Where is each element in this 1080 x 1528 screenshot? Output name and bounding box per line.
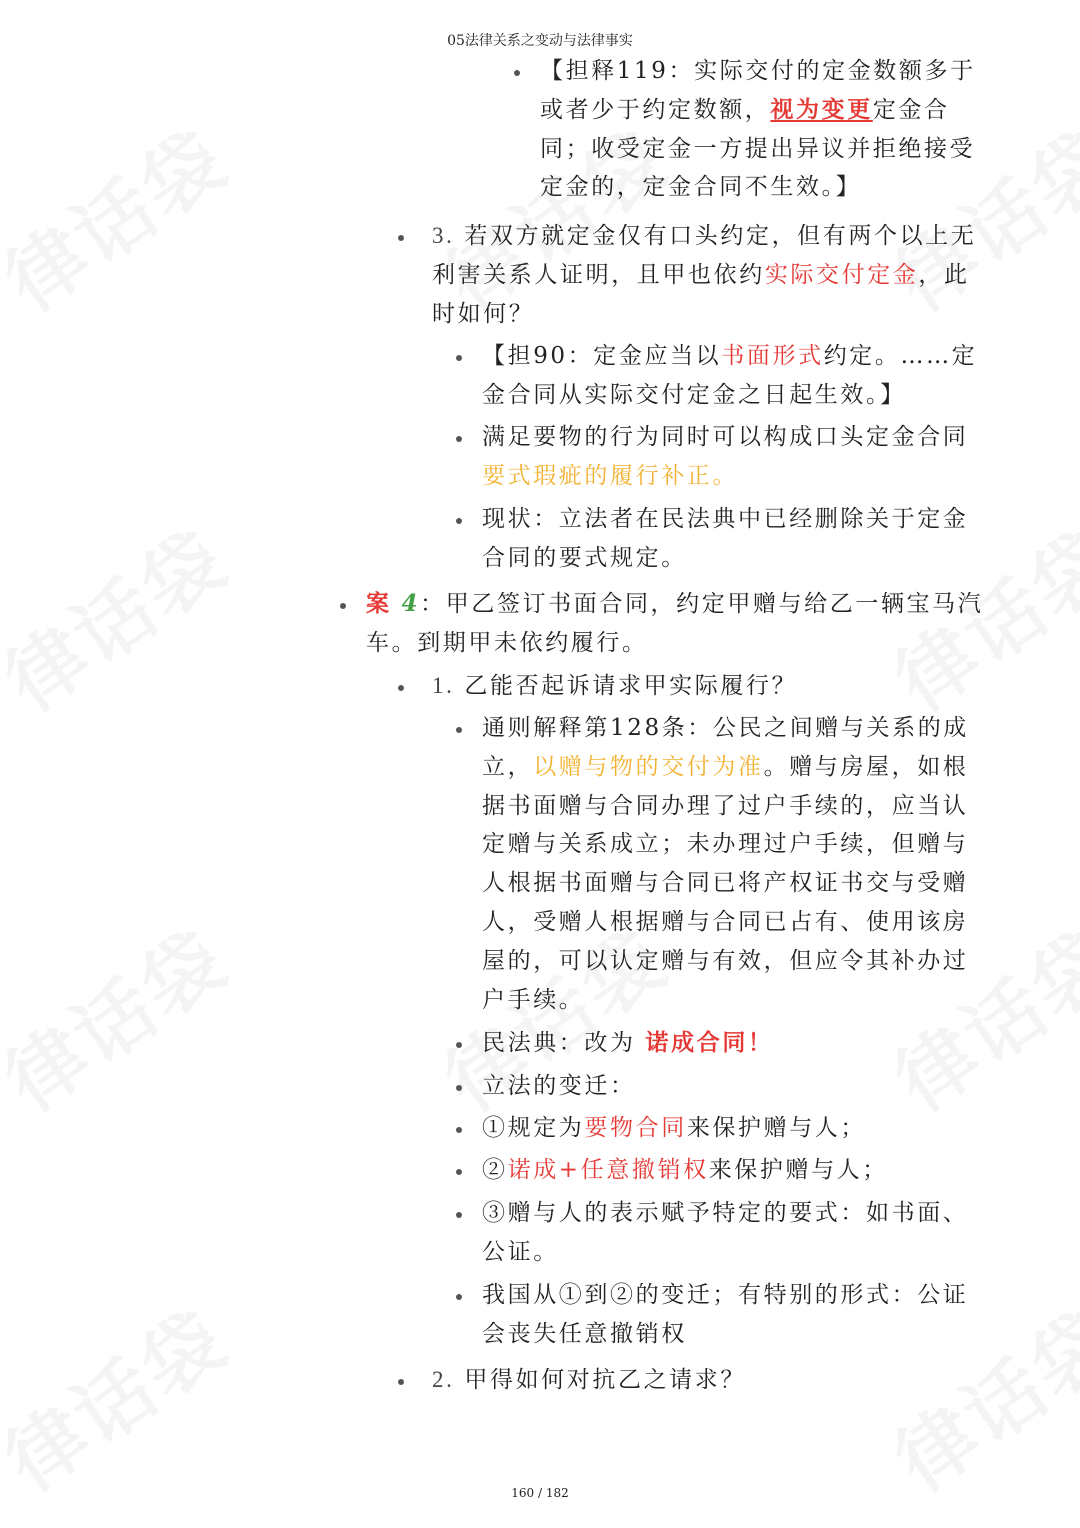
list-item (482, 1151, 982, 1190)
item-text: 来保护赠与人； (708, 1157, 888, 1183)
highlight-text: 书面形式 (721, 343, 824, 369)
list-item (540, 52, 992, 207)
list-item (482, 709, 982, 1019)
list-item (432, 1361, 984, 1400)
list-item (482, 1109, 982, 1148)
item-text: 定金合同；收受定金一方提出异议并拒绝接受定金的，定金合同不生效。】 (540, 96, 976, 201)
item-text: 通则解释第128条：公民之间赠与关系的成立， (482, 715, 969, 780)
bullet-dot (398, 685, 404, 691)
item-text: ② (482, 1157, 508, 1183)
bullet-dot (456, 1042, 462, 1048)
bullet-dot (456, 1085, 462, 1091)
item-text: 满足要物的行为同时可以构成口头定金合同 (482, 424, 969, 450)
bullet-dot (456, 355, 462, 361)
bullet-dot (398, 235, 404, 241)
bullet-dot (398, 1379, 404, 1385)
list-item (482, 1067, 982, 1106)
highlight-text: 视为变更 (770, 95, 873, 123)
case-number: 4 (401, 590, 421, 617)
list-item (366, 585, 990, 663)
bullet-dot (456, 518, 462, 524)
watermark (0, 500, 246, 733)
item-text: 我国从①到②的变迁；有特别的形式：公证会丧失任意撤销权 (482, 1282, 969, 1347)
list-item (482, 418, 982, 496)
item-text: ：甲乙签订书面合同，约定甲赠与给乙一辆宝马汽车。到期甲未依约履行。 (366, 591, 984, 656)
bullet-dot (456, 1212, 462, 1218)
highlight-text: 要物合同 (584, 1115, 687, 1141)
item-text: ③赠与人的表示赋予特定的要式：如书面、公证。 (482, 1200, 969, 1265)
watermark (0, 100, 246, 333)
bullet-dot (456, 1127, 462, 1133)
item-text: 乙能否起诉请求甲实际履行？ (464, 673, 798, 699)
list-item (482, 1276, 982, 1354)
list-item (482, 1194, 982, 1272)
list-item (482, 337, 982, 415)
list-item (482, 500, 982, 578)
bullet-dot (456, 436, 462, 442)
item-text: 【担释119：实际交付的定金数额多于或者少于约定数额， (540, 58, 976, 123)
item-text: 民法典：改为 (482, 1030, 636, 1056)
bullet-dot (514, 70, 520, 76)
watermark (0, 900, 246, 1133)
case-label: 案 (366, 590, 392, 617)
item-number: 3. (432, 223, 455, 248)
item-text: 现状：立法者在民法典中已经删除关于定金合同的要式规定。 (482, 506, 969, 571)
item-text: 约定。……定金合同从实际交付定金之日起生效。】 (482, 343, 978, 408)
item-text: 立法的变迁： (482, 1073, 636, 1099)
highlight-text: 以赠与物的交付为准 (533, 753, 764, 780)
highlight-text: 实际交付定金 (764, 261, 919, 288)
item-text: 。赠与房屋，如根据书面赠与合同办理了过户手续的，应当认定赠与关系成立；未办理过户手续，但赠与人根据书面赠与合同已将产权证书交与受赠人，受赠人根据赠与合同已占有、使用该房屋的，可以认定赠与有效，但应令其补办过户手续。 (482, 753, 969, 1013)
list-item (432, 217, 984, 333)
bullet-dot (340, 603, 346, 609)
item-text: 来保护赠与人； (686, 1115, 867, 1141)
item-number: 2. (432, 1367, 455, 1392)
page-number: 160 / 182 (511, 1486, 569, 1500)
list-item (482, 1024, 982, 1063)
highlight-text: 诺成+任意撤销权 (507, 1157, 709, 1183)
bullet-dot (456, 1294, 462, 1300)
item-text: 【担90：定金应当以 (482, 343, 722, 369)
item-text: ①规定为 (482, 1115, 585, 1141)
watermark (0, 1280, 246, 1513)
highlight-text: 要式瑕疵的履行补正。 (482, 462, 738, 489)
highlight-text: 诺成合同！ (645, 1029, 774, 1056)
page-header: 05法律关系之变动与法律事实 (447, 33, 633, 49)
item-text: 若双方就定金仅有口头约定，但有两个以上无利害关系人证明，且甲也依约 (432, 223, 977, 288)
item-text: 甲得如何对抗乙之请求？ (464, 1367, 746, 1393)
item-text: ，此时如何？ (432, 261, 970, 327)
bullet-dot (456, 1169, 462, 1175)
item-number: 1. (432, 673, 455, 698)
list-item (432, 667, 984, 706)
bullet-dot (456, 727, 462, 733)
